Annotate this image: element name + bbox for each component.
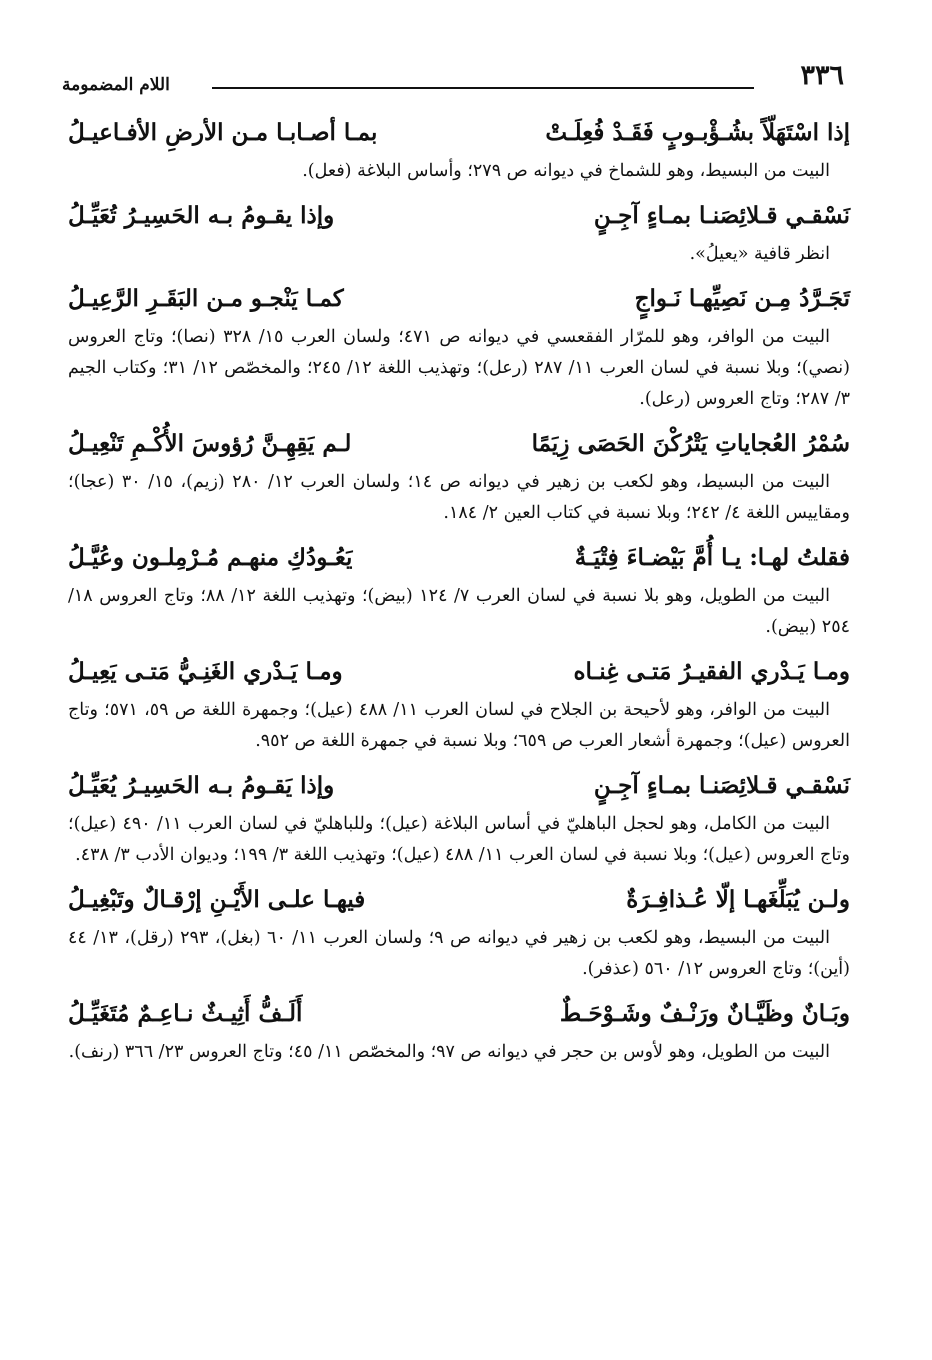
verse-second-hemistich: ومـا يَـدْري الغَنِـيُّ مَتـى يَعِيـلُ — [68, 658, 343, 685]
page-content — [68, 110, 850, 1074]
verse-entry — [68, 110, 850, 187]
verse-first-hemistich: وبَـانٌ وظَيَّـانٌ ورَنْـفٌ وشَـوْحَـطٌ — [559, 1000, 850, 1027]
page-number: ٣٣٦ — [800, 60, 844, 91]
verse-first-hemistich: نَسْقـي قـلائِصَنـا بمـاءٍ آجِـنٍ — [593, 772, 850, 799]
verse-second-hemistich: فيهـا علـى الأَيْـنِ إرْقـالٌ وتَبْغِيـلُ — [68, 886, 366, 913]
verse-entry — [68, 276, 850, 415]
verse-first-hemistich: إذا اسْتَهَلّاً بشُـؤْبـوبٍ فَقَـدْ فُعِلَـتْ — [545, 119, 850, 146]
verse-second-hemistich: وإذا يَقـومُ بـه الحَسِيـرُ يُعَيِّـلُ — [68, 772, 335, 799]
verse-entry — [68, 649, 850, 757]
verse-entry — [68, 193, 850, 270]
verse-second-hemistich: وإذا يقـومُ بـه الحَسِيـرُ تُعَيِّـلُ — [68, 202, 335, 229]
verse-entry — [68, 991, 850, 1068]
verse-source-note: انظر قافية «يعيلُ». — [689, 244, 830, 264]
verse-source-note: البيت من الطويل، وهو لأوس بن حجر في ديوانه ص ٩٧؛ والمخصّص ١١/ ٤٥؛ وتاج العروس ٢٣/ ٣٦٦ (رنف). — [68, 1042, 830, 1062]
verse-entry — [68, 877, 850, 985]
verse-line — [68, 649, 850, 695]
verse-entry — [68, 535, 850, 643]
running-title: اللام المضمومة — [62, 75, 170, 95]
verse-first-hemistich: تَجَـرَّدُ مِـن نَصِيِّهـا نَـواجٍ — [634, 285, 850, 312]
verse-first-hemistich: فقلتُ لهـا: يـا أُمَّ بَيْضـاءَ فِتْيَـةٌ — [574, 544, 850, 571]
verse-line — [68, 193, 850, 239]
verse-first-hemistich: ولـن يُبَلِّغَهـا إلّا عُـذافِـرَةٌ — [626, 886, 850, 913]
verse-line — [68, 421, 850, 467]
verse-source-note: البيت من الكامل، وهو لحجل الباهليّ في أساس البلاغة (عيل)؛ وللباهليّ في لسان العرب ١١/ ٤٩٠ (عيل)؛ وتاج العروس (عيل)؛ وبلا نسبة في لسان العرب ١١/ ٤٨٨ (عيل)؛ وتهذيب اللغة ٣/ ١٩٩؛ وديوان الأدب ٣/ ٤٣٨. — [68, 814, 850, 865]
verse-second-hemistich: كمـا يَنْجـو مـن البَقَـرِ الرَّعِيـلُ — [68, 285, 344, 312]
verse-line — [68, 535, 850, 581]
verse-second-hemistich: بمـا أصـابـا مـن الأرضِ الأفـاعيـلُ — [68, 119, 378, 146]
verse-line — [68, 877, 850, 923]
verse-second-hemistich: لـم يَقِهِـنَّ رُؤوسَ الأُكْـمِ تَنْعِيـلُ — [68, 430, 352, 457]
verse-source-note: البيت من الوافر، وهو للمرّار الفقعسي في ديوانه ص ٤٧١؛ ولسان العرب ١٥/ ٣٢٨ (نصا)؛ وتاج العروس (نصي)؛ وبلا نسبة في لسان العرب ١١/ ٢٨٧ (رعل)؛ وتهذيب اللغة ١٢/ ٢٤٥؛ والمخصّص ١٢/ ٣١؛ وكتاب الجيم ٣/ ٢٨٧؛ وتاج العروس (رعل). — [68, 327, 851, 409]
page-header — [62, 60, 844, 100]
verse-line — [68, 763, 850, 809]
verse-source-note: البيت من البسيط، وهو لكعب بن زهير في ديوانه ص ١٤؛ ولسان العرب ١٢/ ٢٨٠ (زيم)، ١٥/ ٣٠ (عجا)؛ ومقاييس اللغة ٤/ ٢٤٢؛ وبلا نسبة في كتاب العين ٢/ ١٨٤. — [68, 472, 850, 523]
verse-first-hemistich: نَسْقـي قـلائِصَنـا بمـاءٍ آجِـنٍ — [593, 202, 850, 229]
verse-second-hemistich: يَعُـودُكِ منهـم مُـرْمِلـون وعُيَّـلُ — [68, 544, 353, 571]
verse-entry — [68, 421, 850, 529]
verse-first-hemistich: سُمْرُ العُجاياتِ يَتْرُكْنَ الحَصَى زِيَمًا — [531, 430, 850, 457]
verse-line — [68, 110, 850, 156]
verse-source-note: البيت من البسيط، وهو لكعب بن زهير في ديوانه ص ٩؛ ولسان العرب ١١/ ٦٠ (بغل)، ٢٩٣ (رقل)، ١٣/ ٤٤ (أين)؛ وتاج العروس ١٢/ ٥٦٠ (عذفر). — [68, 928, 850, 979]
header-divider — [212, 87, 754, 89]
verse-source-note: البيت من الطويل، وهو بلا نسبة في لسان العرب ٧/ ١٢٤ (بيض)؛ وتهذيب اللغة ١٢/ ٨٨؛ وتاج العروس ١٨/ ٢٥٤ (بيض). — [68, 586, 850, 637]
verse-line — [68, 276, 850, 322]
verse-entry — [68, 763, 850, 871]
verse-line — [68, 991, 850, 1037]
verse-second-hemistich: أَلَـفُّ أَثِيـثٌ نـاعِـمٌ مُتَغَيِّـلُ — [68, 1000, 303, 1027]
verse-source-note: البيت من البسيط، وهو للشماخ في ديوانه ص ٢٧٩؛ وأساس البلاغة (فعل). — [302, 161, 830, 181]
verse-source-note: البيت من الوافر، وهو لأحيحة بن الجلاح في لسان العرب ١١/ ٤٨٨ (عيل)؛ وجمهرة اللغة ص ٥٩، ٥٧١؛ وتاج العروس (عيل)؛ وجمهرة أشعار العرب ص ٦٥٩؛ وبلا نسبة في جمهرة اللغة ص ٩٥٢. — [68, 700, 850, 751]
verse-first-hemistich: ومـا يَـدْري الفقيـرُ مَتـى غِنـاه — [573, 658, 850, 685]
